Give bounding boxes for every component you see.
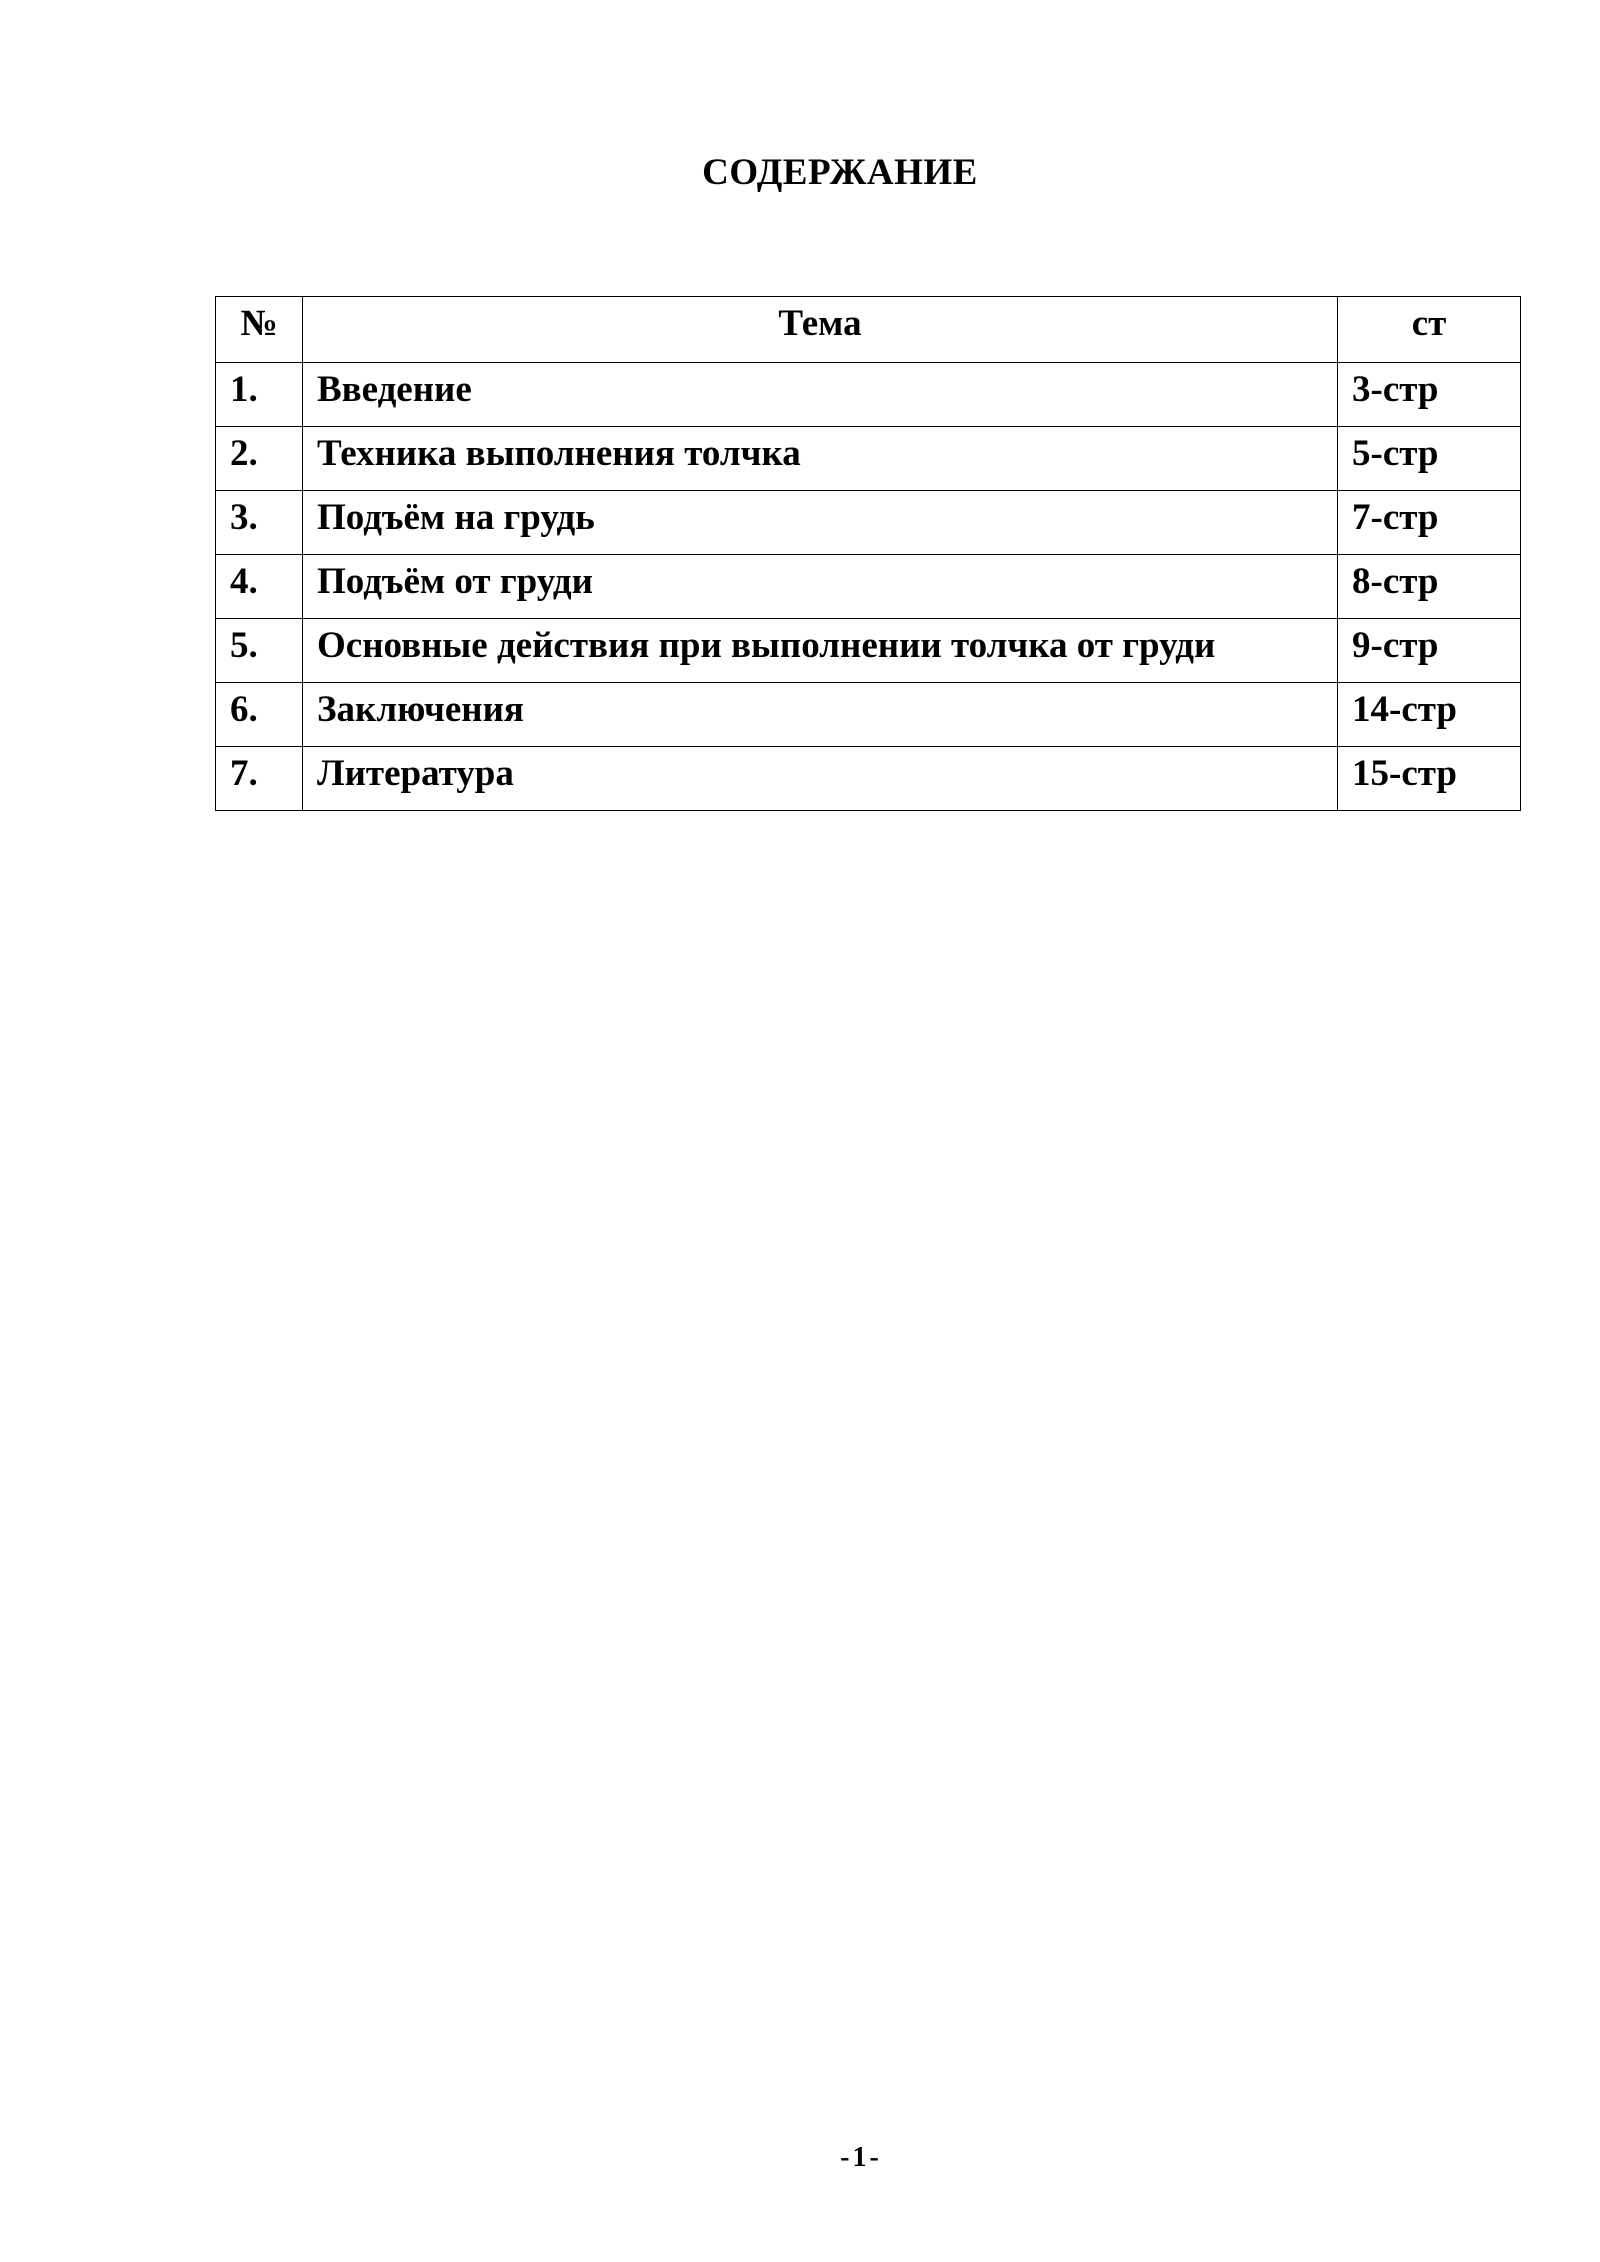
row-number: 7. xyxy=(216,747,303,811)
row-page: 3-стр xyxy=(1338,363,1521,427)
row-page: 14-стр xyxy=(1338,683,1521,747)
row-number: 1. xyxy=(216,363,303,427)
row-topic: Подъём на грудь xyxy=(303,491,1338,555)
table-row xyxy=(216,427,1521,491)
row-page: 9-стр xyxy=(1338,619,1521,683)
row-topic: Литература xyxy=(303,747,1338,811)
table-header-row xyxy=(216,297,1521,363)
row-page: 15-стр xyxy=(1338,747,1521,811)
row-number: 6. xyxy=(216,683,303,747)
page-number: -1- xyxy=(840,2142,882,2173)
table-row xyxy=(216,683,1521,747)
row-page: 5-стр xyxy=(1338,427,1521,491)
row-topic: Введение xyxy=(303,363,1338,427)
row-number: 5. xyxy=(216,619,303,683)
table-row xyxy=(216,619,1521,683)
table-row xyxy=(216,555,1521,619)
page-title: СОДЕРЖАНИЕ xyxy=(702,152,978,193)
row-number: 3. xyxy=(216,491,303,555)
table-of-contents xyxy=(215,296,1521,811)
row-number: 2. xyxy=(216,427,303,491)
row-page: 7-стр xyxy=(1338,491,1521,555)
row-topic: Заключения xyxy=(303,683,1338,747)
header-topic: Тема xyxy=(303,297,1338,363)
row-topic: Основные действия при выполнении толчка от груди xyxy=(303,619,1338,683)
table-row xyxy=(216,363,1521,427)
table-row xyxy=(216,747,1521,811)
header-number: № xyxy=(216,297,303,363)
table-row xyxy=(216,491,1521,555)
row-topic: Техника выполнения толчка xyxy=(303,427,1338,491)
row-topic: Подъём от груди xyxy=(303,555,1338,619)
row-page: 8-стр xyxy=(1338,555,1521,619)
header-page: ст xyxy=(1338,297,1521,363)
row-number: 4. xyxy=(216,555,303,619)
